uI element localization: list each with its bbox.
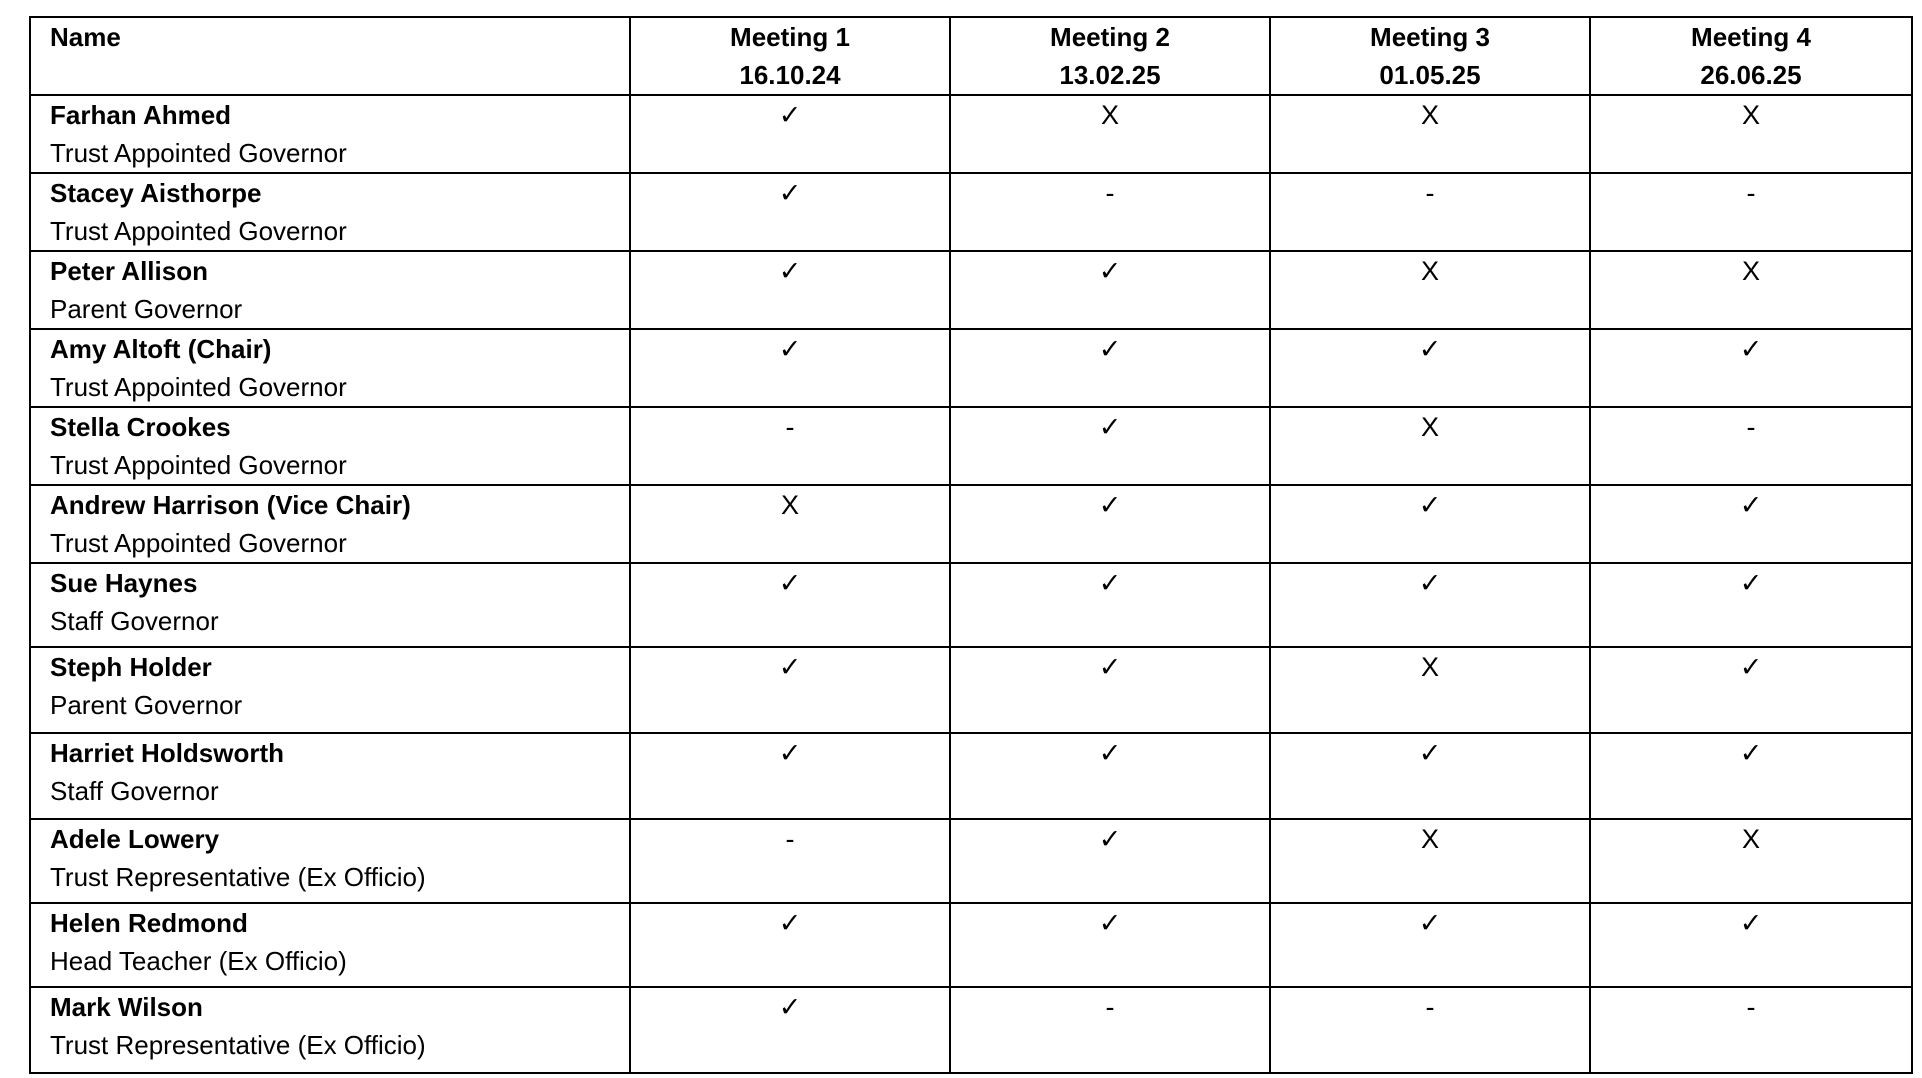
attendance-cell — [1590, 251, 1912, 329]
attendance-cell — [1590, 903, 1912, 987]
attendance-mark: ✓ — [1418, 568, 1442, 598]
attendance-mark: ✓ — [1418, 334, 1442, 364]
attendance-mark: ✓ — [778, 178, 802, 208]
governor-role: Parent Governor — [50, 294, 243, 324]
attendance-mark: ✓ — [778, 908, 802, 938]
governor-name: Harriet Holdsworth — [50, 738, 285, 768]
governor-role: Parent Governor — [50, 690, 243, 720]
attendance-mark: X — [1420, 256, 1439, 286]
table-row — [30, 647, 1912, 733]
attendance-cell — [1590, 407, 1912, 485]
governor-cell — [30, 251, 630, 329]
attendance-cell — [1270, 95, 1590, 173]
attendance-table — [29, 16, 1913, 1074]
table-row — [30, 987, 1912, 1073]
attendance-cell — [950, 407, 1270, 485]
attendance-mark: X — [1420, 652, 1439, 682]
governor-cell — [30, 95, 630, 173]
attendance-cell — [1270, 173, 1590, 251]
governor-name: Steph Holder — [50, 652, 212, 682]
attendance-cell — [1270, 251, 1590, 329]
attendance-mark: ✓ — [1418, 738, 1442, 768]
attendance-mark: ✓ — [1098, 568, 1122, 598]
attendance-cell — [1270, 987, 1590, 1073]
governor-cell — [30, 485, 630, 563]
attendance-mark: X — [1420, 824, 1439, 854]
governor-role: Trust Appointed Governor — [50, 450, 347, 480]
meeting-3-header — [1270, 17, 1590, 95]
governor-name: Stacey Aisthorpe — [50, 178, 262, 208]
governor-role: Staff Governor — [50, 776, 219, 806]
attendance-cell — [1270, 329, 1590, 407]
attendance-cell — [950, 95, 1270, 173]
attendance-mark: ✓ — [1739, 568, 1763, 598]
attendance-cell — [1270, 903, 1590, 987]
attendance-cell — [1590, 563, 1912, 647]
table-row — [30, 485, 1912, 563]
attendance-cell — [950, 987, 1270, 1073]
attendance-cell — [630, 987, 950, 1073]
attendance-cell — [950, 563, 1270, 647]
meeting-date: 01.05.25 — [1379, 60, 1481, 90]
attendance-cell — [1590, 95, 1912, 173]
attendance-cell — [1590, 173, 1912, 251]
attendance-cell — [630, 563, 950, 647]
attendance-mark: ✓ — [1098, 824, 1122, 854]
table-row — [30, 251, 1912, 329]
attendance-mark: ✓ — [1739, 652, 1763, 682]
attendance-mark: ✓ — [1739, 490, 1763, 520]
attendance-mark: ✓ — [1098, 652, 1122, 682]
attendance-mark: ✓ — [778, 652, 802, 682]
attendance-cell — [1590, 819, 1912, 903]
attendance-mark: ✓ — [1098, 256, 1122, 286]
attendance-mark: - — [1746, 412, 1756, 442]
attendance-cell — [1590, 987, 1912, 1073]
table-row — [30, 733, 1912, 819]
attendance-cell — [630, 647, 950, 733]
attendance-cell — [1270, 407, 1590, 485]
attendance-mark: ✓ — [1418, 908, 1442, 938]
attendance-mark: X — [1420, 100, 1439, 130]
table-row — [30, 903, 1912, 987]
meeting-4-header — [1590, 17, 1912, 95]
attendance-cell — [950, 251, 1270, 329]
attendance-mark: ✓ — [1098, 908, 1122, 938]
attendance-mark: - — [1425, 178, 1435, 208]
governor-cell — [30, 819, 630, 903]
governor-role: Staff Governor — [50, 606, 219, 636]
attendance-mark: ✓ — [778, 738, 802, 768]
attendance-mark: - — [785, 824, 795, 854]
attendance-mark: ✓ — [1098, 490, 1122, 520]
attendance-mark: ✓ — [778, 568, 802, 598]
meeting-date: 16.10.24 — [739, 60, 841, 90]
table-row — [30, 329, 1912, 407]
governor-name: Farhan Ahmed — [50, 100, 232, 130]
attendance-cell — [950, 819, 1270, 903]
governor-cell — [30, 563, 630, 647]
governor-cell — [30, 987, 630, 1073]
meeting-2-header — [950, 17, 1270, 95]
meeting-label: Meeting 2 — [1050, 22, 1170, 52]
attendance-mark: - — [1425, 992, 1435, 1022]
attendance-mark: - — [1746, 178, 1756, 208]
governor-name: Mark Wilson — [50, 992, 203, 1022]
table-row — [30, 173, 1912, 251]
governor-cell — [30, 173, 630, 251]
governor-role: Trust Appointed Governor — [50, 372, 347, 402]
attendance-cell — [1590, 733, 1912, 819]
attendance-cell — [630, 485, 950, 563]
attendance-cell — [1270, 485, 1590, 563]
attendance-cell — [1590, 329, 1912, 407]
meeting-date: 26.06.25 — [1700, 60, 1802, 90]
governor-name: Peter Allison — [50, 256, 208, 286]
name-column-header: Name — [30, 17, 630, 95]
governor-role: Trust Appointed Governor — [50, 138, 347, 168]
attendance-cell — [1590, 647, 1912, 733]
attendance-mark: - — [1105, 992, 1115, 1022]
attendance-mark: X — [1100, 100, 1119, 130]
attendance-mark: X — [1741, 256, 1760, 286]
attendance-cell — [950, 329, 1270, 407]
attendance-cell — [630, 173, 950, 251]
attendance-mark: ✓ — [1739, 738, 1763, 768]
table-row — [30, 407, 1912, 485]
meeting-label: Meeting 1 — [730, 22, 850, 52]
governor-name: Andrew Harrison (Vice Chair) — [50, 490, 411, 520]
table-row — [30, 95, 1912, 173]
attendance-cell — [630, 329, 950, 407]
attendance-mark: ✓ — [1418, 490, 1442, 520]
meeting-label: Meeting 3 — [1370, 22, 1490, 52]
table-row — [30, 563, 1912, 647]
governor-name: Sue Haynes — [50, 568, 198, 598]
meeting-label: Meeting 4 — [1691, 22, 1811, 52]
attendance-mark: ✓ — [778, 334, 802, 364]
table-row — [30, 819, 1912, 903]
governor-cell — [30, 329, 630, 407]
attendance-cell — [630, 95, 950, 173]
governor-role: Trust Representative (Ex Officio) — [50, 862, 426, 892]
attendance-mark: X — [780, 490, 799, 520]
attendance-cell — [950, 485, 1270, 563]
attendance-mark: - — [785, 412, 795, 442]
attendance-cell — [630, 407, 950, 485]
attendance-cell — [1270, 819, 1590, 903]
governor-role: Trust Appointed Governor — [50, 528, 347, 558]
governor-cell — [30, 733, 630, 819]
attendance-cell — [1270, 563, 1590, 647]
attendance-cell — [950, 903, 1270, 987]
attendance-mark: ✓ — [1098, 412, 1122, 442]
attendance-cell — [630, 251, 950, 329]
attendance-mark: - — [1105, 178, 1115, 208]
governor-role: Trust Representative (Ex Officio) — [50, 1030, 426, 1060]
attendance-cell — [1270, 647, 1590, 733]
header-row — [30, 17, 1912, 95]
governor-name: Amy Altoft (Chair) — [50, 334, 272, 364]
attendance-cell — [950, 647, 1270, 733]
attendance-cell — [630, 819, 950, 903]
attendance-cell — [1590, 485, 1912, 563]
attendance-cell — [950, 173, 1270, 251]
attendance-mark: ✓ — [778, 992, 802, 1022]
attendance-mark: X — [1741, 100, 1760, 130]
attendance-mark: ✓ — [778, 256, 802, 286]
attendance-cell — [950, 733, 1270, 819]
attendance-mark: ✓ — [1098, 738, 1122, 768]
governor-name: Adele Lowery — [50, 824, 220, 854]
meeting-date: 13.02.25 — [1059, 60, 1161, 90]
governor-cell — [30, 407, 630, 485]
attendance-mark: ✓ — [1739, 908, 1763, 938]
attendance-mark: ✓ — [778, 100, 802, 130]
attendance-cell — [630, 733, 950, 819]
governor-name: Helen Redmond — [50, 908, 248, 938]
attendance-mark: ✓ — [1098, 334, 1122, 364]
governor-role: Trust Appointed Governor — [50, 216, 347, 246]
governor-name: Stella Crookes — [50, 412, 231, 442]
table-body — [30, 95, 1912, 1073]
meeting-1-header — [630, 17, 950, 95]
attendance-mark: ✓ — [1739, 334, 1763, 364]
attendance-mark: - — [1746, 992, 1756, 1022]
governor-role: Head Teacher (Ex Officio) — [50, 946, 347, 976]
attendance-cell — [1270, 733, 1590, 819]
governor-cell — [30, 647, 630, 733]
governor-cell — [30, 903, 630, 987]
attendance-cell — [630, 903, 950, 987]
attendance-mark: X — [1420, 412, 1439, 442]
attendance-mark: X — [1741, 824, 1760, 854]
